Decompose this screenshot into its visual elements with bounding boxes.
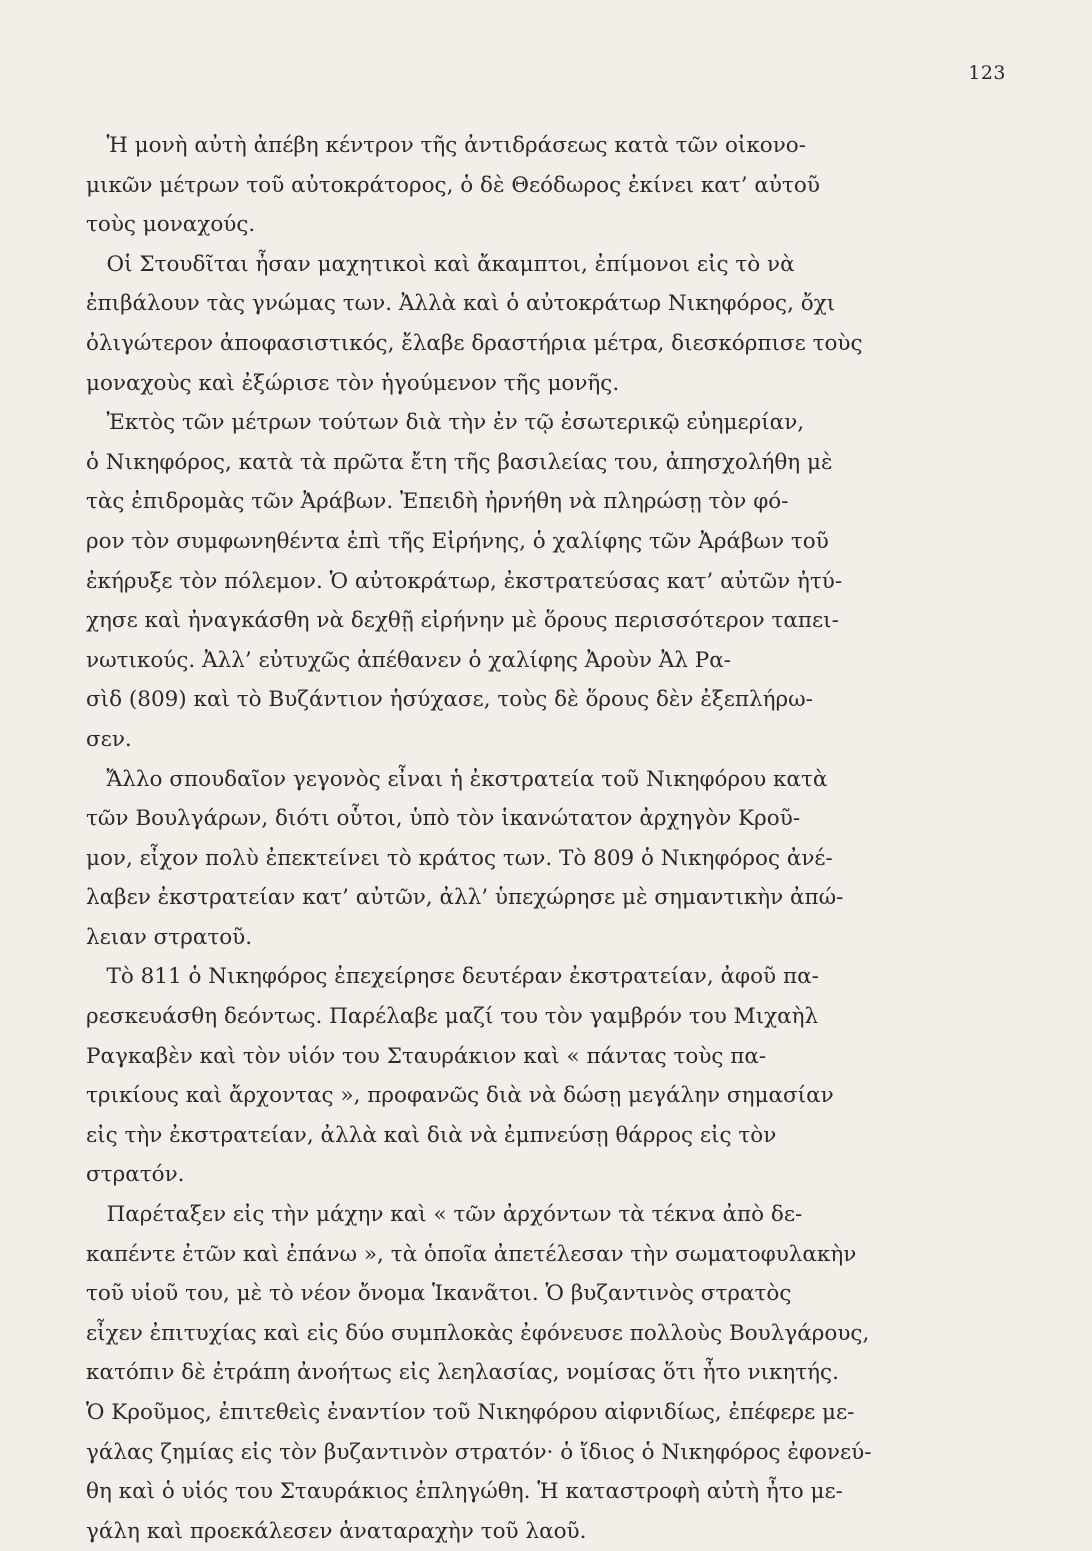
text-line: κατόπιν δὲ ἐτράπη ἀνοήτως εἰς λεηλασίας, νομίσας ὅτι ἦτο νικητής. xyxy=(86,1360,839,1386)
text-line: λαβεν ἐκστρατείαν κατ’ αὐτῶν, ἀλλ’ ὑπεχώρησε μὲ σημαντικὴν ἀπώ- xyxy=(86,885,844,911)
text-line: ρον τὸν συμφωνηθέντα ἐπὶ τῆς Εἰρήνης, ὁ χαλίφης τῶν Ἀράβων τοῦ xyxy=(86,528,829,554)
text-line: Ἡ μονὴ αὐτὴ ἀπέβη κέντρον τῆς ἀντιδράσεως κατὰ τῶν οἰκονο- xyxy=(86,133,806,158)
text-line: γάλη καὶ προεκάλεσεν ἀναταραχὴν τοῦ λαοῦ. xyxy=(86,1518,587,1544)
text-line: μικῶν μέτρων τοῦ αὐτοκράτορος, ὁ δὲ Θεόδωρος ἐκίνει κατ’ αὐτοῦ xyxy=(86,172,820,198)
text-line: Παρέταξεν εἰς τὴν μάχην καὶ « τῶν ἀρχόντων τὰ τέκνα ἀπὸ δε- xyxy=(86,1202,803,1228)
text-line: ὁ Νικηφόρος, κατὰ τὰ πρῶτα ἔτη τῆς βασιλείας του, ἀπησχολήθη μὲ xyxy=(86,449,833,475)
text-line: Τὸ 811 ὁ Νικηφόρος ἐπεχείρησε δευτέραν ἐκστρατείαν, ἀφοῦ πα- xyxy=(86,964,819,990)
text-line: εἰς τὴν ἐκστρατείαν, ἀλλὰ καὶ διὰ νὰ ἐμπνεύσῃ θάρρος εἰς τὸν xyxy=(86,1122,777,1148)
text-line: ὀλιγώτερον ἀποφασιστικός, ἔλαβε δραστήρια μέτρα, διεσκόρπισε τοὺς xyxy=(86,330,863,356)
text-line: καπέντε ἐτῶν καὶ ἐπάνω », τὰ ὁποῖα ἀπετέλεσαν τὴν σωματοφυλακὴν xyxy=(86,1241,857,1267)
text-line: χησε καὶ ἠναγκάσθη νὰ δεχθῇ εἰρήνην μὲ ὅρους περισσότερον ταπει- xyxy=(86,608,839,634)
text-line: μον, εἶχον πολὺ ἐπεκτείνει τὸ κράτος των. Τὸ 809 ὁ Νικηφόρος ἀνέ- xyxy=(86,845,833,871)
text-line: ἐπιβάλουν τὰς γνώμας των. Ἀλλὰ καὶ ὁ αὐτοκράτωρ Νικηφόρος, ὄχι xyxy=(86,291,836,317)
text-line: τῶν Βουλγάρων, διότι οὗτοι, ὑπὸ τὸν ἱκανώτατον ἀρχηγὸν Κροῦ- xyxy=(86,806,801,832)
page-number: 123 xyxy=(968,62,1006,84)
text-line: Ραγκαβὲν καὶ τὸν υἱόν του Σταυράκιον καὶ « πάντας τοὺς πα- xyxy=(86,1043,767,1069)
text-line: Ἄλλο σπουδαῖον γεγονὸς εἶναι ἡ ἐκστρατεία τοῦ Νικηφόρου κατὰ xyxy=(86,766,828,792)
text-line: Ἐκτὸς τῶν μέτρων τούτων διὰ τὴν ἐν τῷ ἐσωτερικῷ εὐημερίαν, xyxy=(86,410,805,436)
text-line: τοὺς μοναχούς. xyxy=(86,212,256,238)
text-line: Ὁ Κροῦμος, ἐπιτεθεὶς ἐναντίον τοῦ Νικηφόρου αἰφνιδίως, ἐπέφερε με- xyxy=(86,1400,855,1425)
text-line: στρατόν. xyxy=(86,1162,185,1188)
text-line: θη καὶ ὁ υἱός του Σταυράκιος ἐπληγώθη. Ἡ καταστροφὴ αὐτὴ ἦτο με- xyxy=(86,1479,843,1505)
text-line: σὶδ (809) καὶ τὸ Βυζάντιον ἡσύχασε, τοὺς δὲ ὅρους δὲν ἐξεπλήρω- xyxy=(86,687,813,713)
text-line: Οἱ Στουδῖται ἦσαν μαχητικοὶ καὶ ἄκαμπτοι, ἐπίμονοι εἰς τὸ νὰ xyxy=(86,251,795,277)
body-text xyxy=(86,126,926,1551)
text-line: τρικίους καὶ ἄρχοντας », προφανῶς διὰ νὰ δώσῃ μεγάλην σημασίαν xyxy=(86,1083,834,1109)
text-line: τοῦ υἱοῦ του, μὲ τὸ νέον ὄνομα Ἱκανᾶτοι. Ὁ βυζαντινὸς στρατὸς xyxy=(86,1281,792,1307)
text-line: λειαν στρατοῦ. xyxy=(86,924,253,950)
text-line: γάλας ζημίας εἰς τὸν βυζαντινὸν στρατόν· ὁ ἴδιος ὁ Νικηφόρος ἐφονεύ- xyxy=(86,1439,872,1465)
text-line: εἶχεν ἐπιτυχίας καὶ εἰς δύο συμπλοκὰς ἐφόνευσε πολλοὺς Βουλγάρους, xyxy=(86,1320,870,1346)
text-line: σεν. xyxy=(86,726,132,752)
text-line: ρεσκευάσθη δεόντως. Παρέλαβε μαζί του τὸν γαμβρόν του Μιχαὴλ xyxy=(86,1004,819,1030)
text-line: μοναχοὺς καὶ ἐξώρισε τὸν ἡγούμενον τῆς μονῆς. xyxy=(86,370,620,396)
text-line: τὰς ἐπιδρομὰς τῶν Ἀράβων. Ἐπειδὴ ἠρνήθη νὰ πληρώσῃ τὸν φό- xyxy=(86,489,789,515)
text-line: ἐκήρυξε τὸν πόλεμον. Ὁ αὐτοκράτωρ, ἐκστρατεύσας κατ’ αὐτῶν ἠτύ- xyxy=(86,568,843,594)
text-line: νωτικούς. Ἀλλ’ εὐτυχῶς ἀπέθανεν ὁ χαλίφης Ἀροὺν Ἀλ Ρα- xyxy=(86,647,732,673)
